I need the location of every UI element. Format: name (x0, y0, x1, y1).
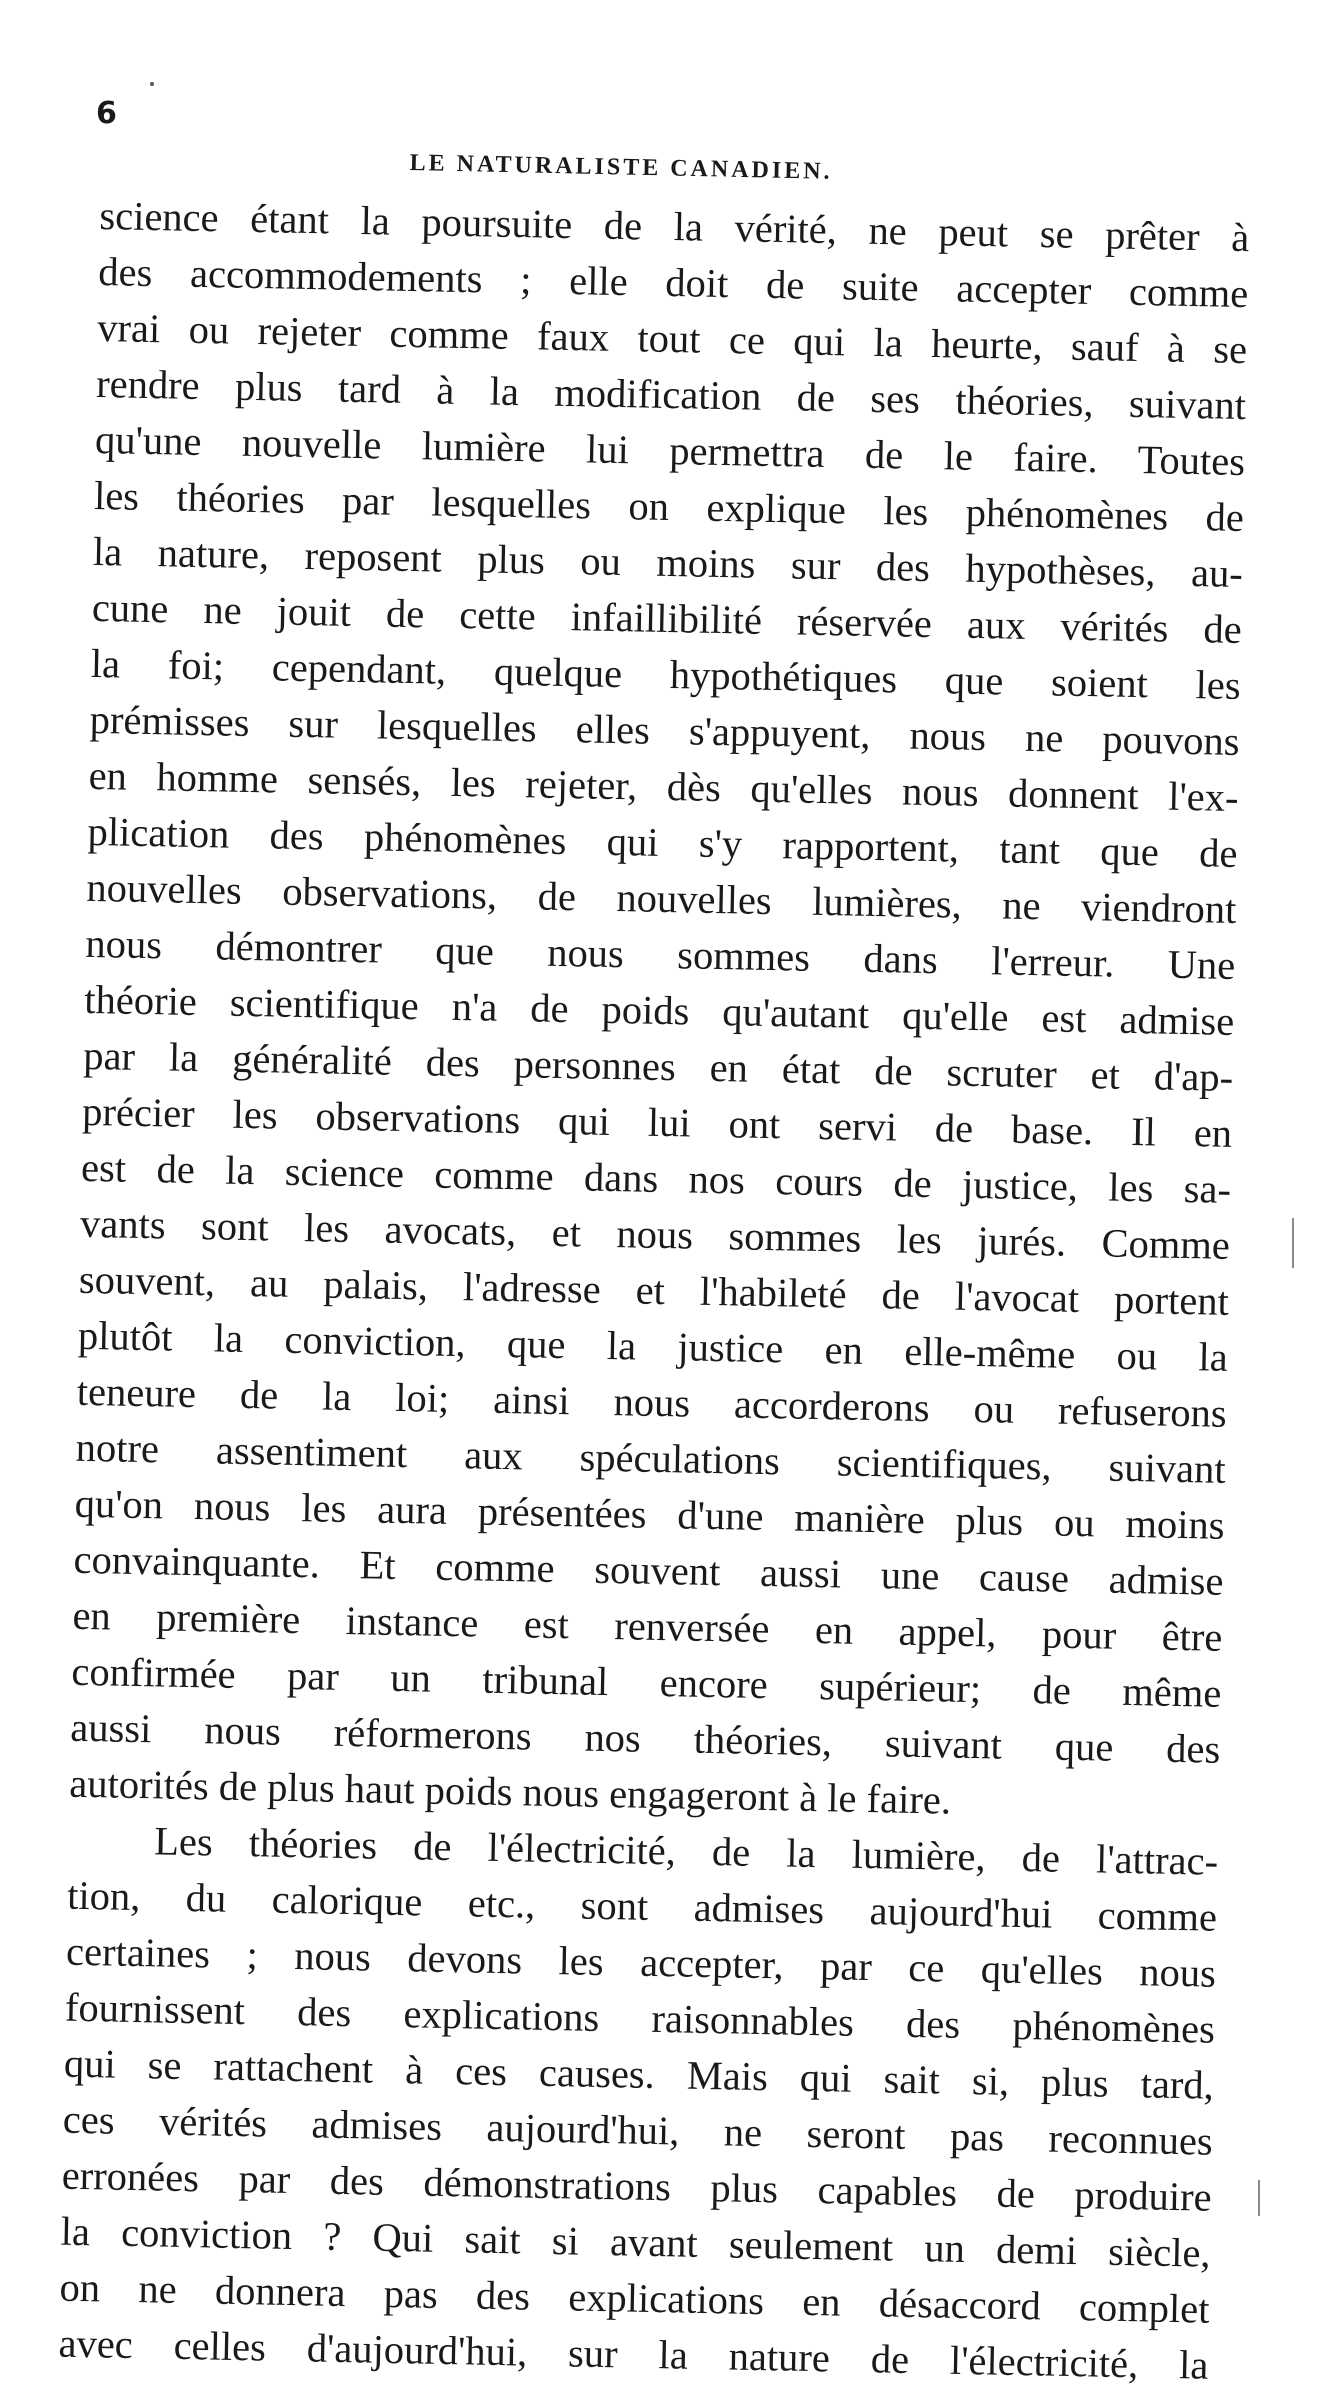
text-line: plutôt la conviction, que la justice en elle-même ou la (77, 1312, 1229, 1380)
text-line: vants sont les avocats, et nous sommes les jurés. Comme (79, 1200, 1231, 1268)
text-line: convainquante. Et comme souvent aussi une cause admise (73, 1536, 1224, 1604)
body-text (58, 188, 1250, 2394)
text-line: science étant la poursuite de la vérité, ne peut se prêter à (99, 192, 1250, 261)
text-line-paragraph-start: Les théories de l'électricité, de la lumière, de l'attrac- (153, 1818, 1219, 1884)
text-line: autorités de plus haut poids nous engageront à le faire. (68, 1760, 952, 1823)
text-line: plication des phénomènes qui s'y rapportent, tant que de (87, 808, 1238, 876)
text-line: les théories par lesquelles on explique les phénomènes de (93, 472, 1245, 541)
text-line: cune ne jouit de cette infaillibilité réservée aux vérités de (91, 584, 1243, 652)
text-line: confirmée par un tribunal encore supérieur; de même (71, 1648, 1222, 1716)
text-line: en homme sensés, les rejeter, dès qu'elles nous donnent l'ex- (88, 752, 1239, 820)
ink-speck (150, 82, 154, 86)
margin-mark (1258, 2180, 1260, 2216)
text-line: qu'on nous les aura présentées d'une manière plus ou moins (74, 1480, 1225, 1548)
text-line: fournissent des explications raisonnables des phénomènes (64, 1984, 1216, 2052)
text-line: erronées par des démonstrations plus capables de produire (61, 2152, 1213, 2220)
text-line: en première instance est renversée en appel, pour être (72, 1592, 1223, 1660)
page-number: 6 (96, 96, 117, 131)
text-line: la foi; cependant, quelque hypothétiques que soient les (90, 640, 1242, 708)
text-line: théorie scientifique n'a de poids qu'autant qu'elle est admise (83, 976, 1235, 1044)
text-line: est de la science comme dans nos cours de justice, les sa- (80, 1144, 1232, 1212)
text-line: notre assentiment aux spéculations scientifiques, suivant (75, 1424, 1227, 1492)
text-line: la nature, reposent plus ou moins sur des hypothèses, au- (92, 528, 1244, 597)
text-line: qui se rattachent à ces causes. Mais qui sait si, plus tard, (63, 2040, 1215, 2108)
text-line: nous démontrer que nous sommes dans l'erreur. Une (85, 920, 1236, 988)
text-line: teneure de la loi; ainsi nous accorderons ou refuserons (76, 1368, 1228, 1436)
text-line: souvent, au palais, l'adresse et l'habileté de l'avocat portent (78, 1256, 1230, 1324)
text-line: qu'une nouvelle lumière lui permettra de le faire. Toutes (94, 416, 1246, 485)
text-line: précier les observations qui lui ont servi de base. Il en (81, 1088, 1233, 1156)
text-line: nouvelles observations, de nouvelles lumières, ne viendront (86, 864, 1237, 932)
text-line: par la généralité des personnes en état de scruter et d'ap- (82, 1032, 1234, 1100)
text-line: la conviction ? Qui sait si avant seulement un demi siècle, (60, 2208, 1211, 2276)
margin-mark (1292, 1218, 1294, 1268)
text-line: des accommodements ; elle doit de suite accepter comme (97, 248, 1249, 317)
text-line: vrai ou rejeter comme faux tout ce qui la heurte, sauf à se (96, 304, 1248, 373)
running-head: LE NATURALISTE CANADIEN. (409, 149, 833, 185)
text-line: rendre plus tard à la modification de ses théories, suivant (95, 360, 1247, 429)
text-line: avec celles d'aujourd'hui, sur la nature de l'électricité, la (58, 2320, 1209, 2388)
text-line: on ne donnera pas des explications en désaccord complet (59, 2264, 1210, 2332)
text-line: tion, du calorique etc., sont admises aujourd'hui comme (66, 1872, 1218, 1940)
text-line: certaines ; nous devons les accepter, par ce qu'elles nous (65, 1928, 1217, 1996)
text-line: prémisses sur lesquelles elles s'appuyent, nous ne pouvons (89, 696, 1241, 764)
text-line: ces vérités admises aujourd'hui, ne seront pas reconnues (62, 2096, 1214, 2164)
text-line: aussi nous réformerons nos théories, suivant que des (70, 1704, 1221, 1772)
